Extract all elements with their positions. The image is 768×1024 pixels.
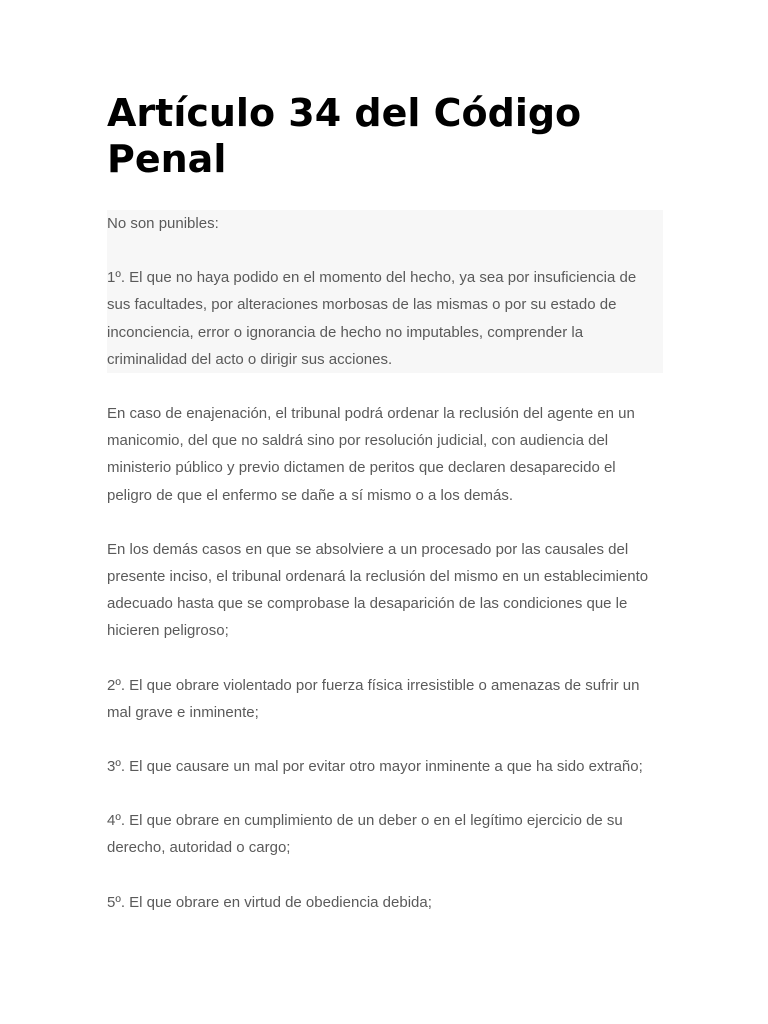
paragraph-inciso-5: 5º. El que obrare en virtud de obediencia debida; — [107, 893, 432, 911]
highlighted-block — [107, 210, 663, 373]
paragraph-enajenacion: En caso de enajenación, el tribunal podrá ordenar la reclusión del agente en un manicomio, del que no saldrá sino por resolución judicial, con audiencia del ministerio público y previo dictamen de peritos que declaren desaparecido el peligro de que el enfermo se dañe a sí mismo o a los demás. — [107, 405, 635, 504]
article-title: Artículo 34 del Código Penal — [107, 91, 582, 181]
article-body — [107, 210, 663, 943]
paragraph-intro: No son punibles: — [107, 215, 219, 232]
paragraph-demas-casos: En los demás casos en que se absolviere a un procesado por las causales del presente inciso, el tribunal ordenará la reclusión del mismo en un establecimiento adecuado hasta que se comprobase la desaparición de las condiciones que le hicieren peligroso; — [107, 540, 649, 640]
paragraph-inciso-1: 1º. El que no haya podido en el momento del hecho, ya sea por insuficiencia de sus facultades, por alteraciones morbosas de las mismas o por su estado de inconciencia, error o ignorancia de hecho no imputables, comprender la criminalidad del acto o dirigir sus acciones. — [107, 269, 637, 368]
paragraph-inciso-3: 3º. El que causare un mal por evitar otro mayor inminente a que ha sido extraño; — [107, 758, 643, 776]
paragraph-inciso-4: 4º. El que obrare en cumplimiento de un deber o en el legítimo ejercicio de su derecho, autoridad o cargo; — [107, 812, 623, 857]
paragraph-inciso-2: 2º. El que obrare violentado por fuerza física irresistible o amenazas de sufrir un mal grave e inminente; — [107, 676, 640, 721]
